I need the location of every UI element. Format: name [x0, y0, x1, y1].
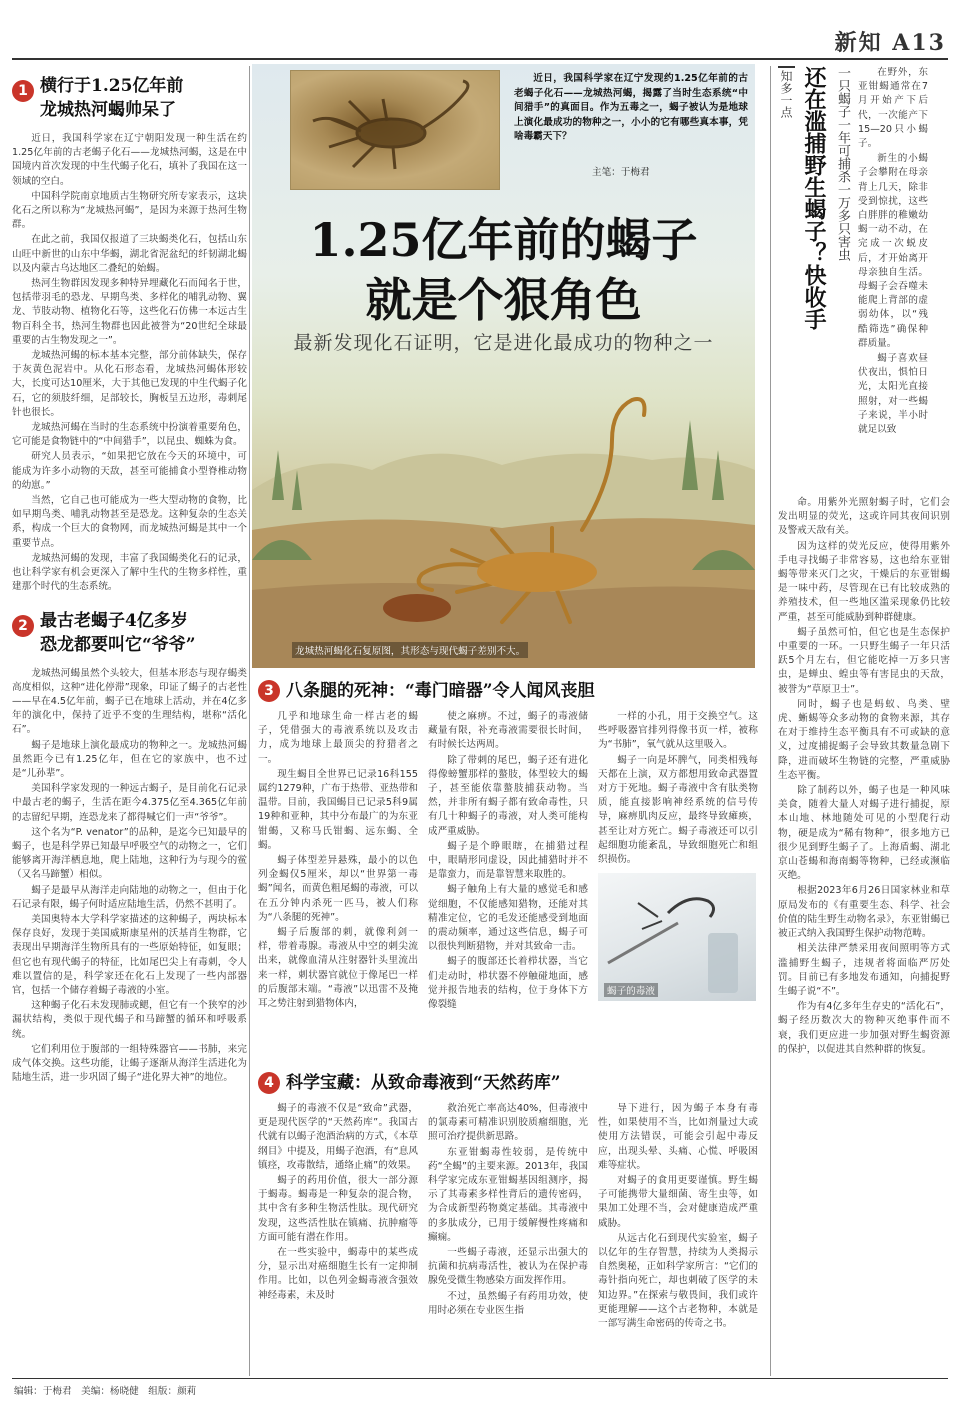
paragraph: 根据2023年6月26日国家林业和草原局发布的《有重要生态、科学、社会价值的陆生野生动物名录》，东亚钳蝎已被正式纳入我国野生保护动物范畴。	[778, 885, 950, 940]
paragraph: 在一些实验中，蝎毒中的某些成分，显示出对癌细胞生长有一定抑制作用。比如，以色列金蝎毒液含强效神经毒素，未及时	[258, 1247, 418, 1301]
paragraph: 蝎子的腹部还长着栉状器，当它们走动时，栉状器不停触碰地面，感觉并报告地表的结构，位于身体下方像裂缝	[428, 956, 588, 1011]
paragraph: 蝎子的药用价值，很大一部分源于蝎毒。蝎毒是一种复杂的混合物，其中含有多种生物活性肽。现代研究发现，这些活性肽在镇痛、抗肿瘤等方面可能有潜在作用。	[258, 1175, 418, 1243]
paragraph: 现生蝎目全世界已记录16科155属约1279种，广布于热带、亚热带和温带。目前，我国蝎目已记录5科9属19种和亚种，其中分布最广的为东亚钳蝎，又称马氏钳蝎、远东蝎、全蝎。	[258, 768, 418, 851]
paragraph: 同时，蝎子也是蚂蚁、鸟类、壁虎、蜥蜴等众多动物的食物来源，其存在对于维持生态平衡具有不可或缺的意义，过度捕捉蝎子会导致其数量急剧下降，进而破坏生物链的完整，严重威胁生态平衡。	[778, 698, 950, 781]
paragraph: 热河生物群因发现多种特异埋藏化石而闻名于世，包括带羽毛的恐龙、早期鸟类、多样化的哺乳动物、翼龙、节肢动物、植物化石等，这些化石仿佛一本远古生物百科全书，热河生物群也因此被誉为“20世纪全球最重要的古生物发现之一”。	[12, 278, 247, 346]
fossil-photo	[290, 70, 500, 190]
paragraph: 在野外，东亚钳蝎通常在7月开始产下后代，一次能产下15—20只小蝎子。	[858, 67, 928, 150]
paragraph: 命。用紫外光照射蝎子时，它们会发出明显的荧光，这或许同其夜间识别及警戒天敌有关。	[778, 497, 950, 537]
section-1-title: 横行于1.25亿年前 龙城热河蝎帅呆了	[40, 76, 184, 120]
paragraph: 龙城热河蝎的标本基本完整，部分前体缺失，保存于灰黄色泥岩中。从化石形态看，龙城热河蝎体形较大，长度可达10厘米，大于其他已发现的中生代蝎子化石，它的须肢纤细，足部较长，胸板呈五边形，毒刺尾针也很长。	[12, 350, 247, 418]
paragraph: 这种蝎子化石未发现肺或鳃，但它有一个狭窄的沙漏状结构，类似于现代蝎子和马蹄蟹的循环和呼吸系统。	[12, 1000, 247, 1040]
paragraph: 救治死亡率高达40%，但毒液中的氯毒素可精准识别胶质瘤细胞，光照可治疗提供新思路。	[428, 1103, 588, 1143]
paragraph: 除了制药以外，蝎子也是一种风味美食，随着大量人对蝎子进行捕捉，原本山地、林地随处可见的小型爬行动物，硬是成为“稀有物种”，很多地方已很少见到野生蝎子了。上海盾蝎、湖北京山苍蝎和海南蝎等物种，已经或濒临灭绝。	[778, 785, 950, 882]
paragraph: 一样的小孔，用于交换空气。这些呼吸器官排列得像书页一样，被称为“书肺”，氧气就从这里吸入。	[598, 711, 758, 751]
venom-photo	[598, 873, 756, 1001]
header-rule	[12, 58, 948, 60]
paragraph: 对蝎子的食用更要谨慎。野生蝎子可能携带大量细菌、寄生虫等，如果加工处理不当，会对健康造成严重威胁。	[598, 1175, 758, 1229]
paragraph: 导下进行，因为蝎子本身有毒性，如果使用不当，比如剂量过大或使用方法错误，可能会引起中毒反应，出现头晕、头痛、心慌、呼吸困难等症状。	[598, 1103, 758, 1171]
paragraph: 蝎子的毒液不仅是“致命”武器，更是现代医学的“天然药库”。我国古代就有以蝎子泡酒治病的方式，《本草纲目》中提及，用蝎子泡酒，有“息风镇痉，攻毒散结，通络止痛”的效果。	[258, 1103, 418, 1171]
section-4-col-1	[258, 1102, 418, 1402]
section-3	[258, 680, 758, 1090]
paragraph: 蝎子是最早从海洋走向陆地的动物之一，但由于化石记录有限，蝎子何时适应陆地生活，仍然不甚明了。	[12, 884, 247, 910]
section-1-body	[12, 132, 247, 595]
right-body-wide	[778, 496, 950, 1057]
paragraph: 不过，虽然蝎子有药用功效，使用时必须在专业医生指	[428, 1290, 588, 1316]
section-1-number: 1	[12, 80, 34, 102]
paragraph: 使之麻痹。不过，蝎子的毒液储藏量有限，补充毒液需要很长时间，有时候长达两周。	[428, 711, 588, 751]
paragraph: 美国奥特本大学科学家描述的这种蝎子，两块标本保存良好，发现于美国威斯康星州的沃基肖生物群，它表现出早期海洋生物所具有的一些原始特征，如复眼；但它也有现代蝎子的特征，比如尾巴尖上有毒刺，令人难以置信的是，科学家还在化石上发现了一些内部器官，包括一个储存着蝎子毒液的小室。	[12, 913, 247, 996]
section-3-col-2	[428, 710, 588, 1090]
hero-intro: 近日，我国科学家在辽宁发现约1.25亿年前的古老蝎子化石——龙城热河蝎，揭露了当时生态系统“中间猎手”的真面目。作为五毒之一，蝎子被认为是地球上演化最成功的物种之一，小小的它有哪些真本事，凭啥毒霸天下？	[514, 73, 748, 142]
scorpion-reconstruction-illustration	[252, 360, 755, 668]
section-3-header	[258, 680, 758, 702]
section-2-title: 最古老蝎子4亿多岁 恐龙都要叫它“爷爷”	[40, 610, 196, 655]
section-4-header	[258, 1072, 758, 1094]
paragraph: 蝎子后腹部的刺，就像利剑一样，带着毒腺。毒液从中空的刺尖流出来，就像血清从注射器针头里流出来一样，刺状器官就位于像尾巴一样的后腹部末端。“毒液”以迅雷不及掩耳之势注射到猎物体内，	[258, 927, 418, 1010]
hero-feature	[252, 64, 755, 668]
paragraph: 它们利用位于腹部的一组特殊器官——书肺，来完成气体交换。这些功能，让蝎子逐渐从海洋生活进化为陆地生活，进一步巩固了蝎子“进化界大神”的地位。	[12, 1043, 247, 1084]
paragraph: 美国科学家发现的一种远古蝎子，是目前化石记录中最古老的蝎子，生活在距今4.375亿至4.365亿年前的志留纪早期，连恐龙来了都得喊它们一声“爷爷”。	[12, 783, 247, 823]
page-footer: 编辑：于梅君 美编：杨晓健 组版：颜莉	[14, 1386, 197, 1397]
section-2-body	[12, 667, 247, 1086]
paragraph: 这个名为“P. venator”的品种，是迄今已知最早的蝎子，也是科学界已知最早呼吸空气的动物之一，它们能够离开海洋栖息地，爬上陆地，这种行为与现今的鲎（又名马蹄蟹）相似。	[12, 826, 247, 881]
paragraph: 研究人员表示，“如果把它放在今天的环境中，可能成为许多小动物的天敌，甚至可能捕食小型脊椎动物的幼崽。”	[12, 451, 247, 491]
paragraph: 蝎子一向是坏脾气，同类相残每天都在上演，双方都想用致命武器置对方于死地。蝎子毒液中含有肽类物质，能直接影响神经系统的信号传导，麻痹肌肉反应，最终导致瘫痪，甚至让对方死亡。蝎子毒液还可以引起细胞功能紊乱，导致细胞死亡和组织损伤。	[598, 754, 758, 866]
right-subtitle: 一只蝎子一年可捕杀一万多只害虫	[835, 66, 850, 261]
section-4-col-2	[428, 1102, 588, 1402]
paragraph: 因为这样的荧光反应，使得用紫外手电寻找蝎子非常容易，这也给东亚钳蝎等带来灭门之灾，干燥后的东亚钳蝎是一味中药，尽管现在已有比较成熟的养殖技术，但一些地区滥采现象仍比较严重，甚至可能威胁到种群健康。	[778, 540, 950, 623]
hero-caption: 龙城热河蝎化石复原图，其形态与现代蝎子差别不大。	[292, 642, 528, 658]
section-4-number: 4	[258, 1072, 280, 1094]
right-column	[778, 66, 950, 1376]
section-3-col-3	[598, 710, 758, 1090]
paragraph: 蝎子是地球上演化最成功的物种之一。龙城热河蝎虽然距今已有1.25亿年，但在它的家族中，也不过是“儿孙辈”。	[12, 739, 247, 779]
section-2-number: 2	[12, 615, 34, 637]
paragraph: 东亚钳蝎毒性较弱，是传统中药“全蝎”的主要来源。2013年，我国科学家完成东亚钳蝎基因组测序，揭示了其毒素多样性背后的遗传密码，为合成新型药物奠定基础。其毒液中的多肽成分，已用于缓解慢性疼痛和癫痫。	[428, 1146, 588, 1243]
zhiduo-label: 知多一点	[778, 66, 795, 162]
left-column	[12, 66, 247, 1376]
hero-byline: 主笔：于梅君	[592, 167, 650, 178]
hero-subtitle: 最新发现化石证明，它是进化最成功的物种之一	[293, 332, 714, 354]
paragraph: 从远古化石到现代实验室，蝎子以亿年的生存智慧，持续为人类揭示自然奥秘，正如科学家所言：“它们的毒针指向死亡，却也刺破了医学的未知边界。”在探索与敬畏间，我们或许更能理解——这个古老物种，本就是一部写满生命密码的传奇之书。	[598, 1232, 758, 1330]
paragraph: 蝎子体型差异悬殊，最小的以色列金蝎仅5厘米，却以“世界第一毒蝎”闻名，而黄色粗尾蝎的毒液，可以在五分钟内杀死一匹马，被人们称为“八条腿的死神”。	[258, 855, 418, 923]
footer-rule	[12, 1378, 948, 1379]
section-3-number: 3	[258, 680, 280, 702]
section-2-header	[12, 609, 247, 657]
paragraph: 除了带刺的尾巴，蝎子还有进化得像螃蟹那样的螯肢，体型较大的蝎子，甚至能依靠螯肢捕获动物。当然，并非所有蝎子都有致命毒性，只有几十种蝎子的毒液，对人类可能构成严重威胁。	[428, 754, 588, 837]
column-divider-left	[249, 66, 250, 1376]
paragraph: 在此之前，我国仅报道了三块蝎类化石，包括山东山旺中新世的山东中华蝎，湖北省泥盆纪的纤韧湖北蝎以及内蒙古乌达地区二叠纪的始蝎。	[12, 234, 247, 274]
column-divider-right	[770, 66, 771, 1376]
section-4	[258, 1072, 758, 1402]
paragraph: 新生的小蝎子会攀附在母亲背上几天，除非受到惊扰，这些白胖胖的稚嫩幼蝎一动不动，在完成一次蜕皮后，才开始离开母亲独自生活。母蝎子会吞噬未能爬上背部的虚弱幼体，以“残酷筛选”确保种群质量。	[858, 153, 928, 349]
venom-photo-caption: 蝎子的毒液	[604, 983, 658, 997]
paragraph: 当然，它自己也可能成为一些大型动物的食物，比如早期鸟类、哺乳动物甚至是恐龙。这种复杂的生态关系，构成一个巨大的食物网，而龙城热河蝎是其中一个重要节点。	[12, 495, 247, 549]
paragraph: 蝎子触角上有大量的感觉毛和感觉细胞，不仅能感知猎物，还能对其精准定位，它的毛发还能感受到地面的震动频率，通过这些信息，蝎子可以很快判断猎物，并对其致命一击。	[428, 884, 588, 953]
paragraph: 相关法律严禁采用夜间照明等方式滥捕野生蝎子，违规者将面临严厉处罚。目前已有多地发布通知，向捕捉野生蝎子说“不”。	[778, 943, 950, 997]
hero-title: 1.25亿年前的蝎子 就是个狠角色	[309, 213, 698, 327]
section-4-col-3	[598, 1102, 758, 1402]
right-body-narrow	[858, 66, 928, 496]
paragraph: 龙城热河蝎虽然个头较大，但基本形态与现存蝎类高度相似，这种“进化停滞”现象，印证了蝎子的古老性——早在4.5亿年前，蝎子已在地球上活动，并在4亿多年的演化中，保持了近乎不变的生理结构，堪称“活化石”。	[12, 667, 247, 736]
paragraph: 中国科学院南京地质古生物研究所专家表示，这块化石之所以称为“龙城热河蝎”，是因为来源于热河生物群。	[12, 190, 247, 231]
paragraph: 几乎和地球生命一样古老的蝎子，凭借强大的毒液系统以及攻击力，成为地球上最顶尖的狩猎者之一。	[258, 711, 418, 765]
paragraph: 作为有4亿多年生存史的“活化石”，蝎子经历数次大的物种灭绝事件而不衰，我们更应进一步加强对野生蝎资源的保护，以促进其自然种群的恢复。	[778, 1001, 950, 1055]
paragraph: 龙城热河蝎的发现，丰富了我国蝎类化石的记录，也让科学家有机会更深入了解中生代的生物多样性，重建那个时代的生态系统。	[12, 552, 247, 593]
paragraph: 一些蝎子毒液，还显示出强大的抗菌和抗病毒活性，被认为在保护毒腺免受微生物感染方面发挥作用。	[428, 1247, 588, 1287]
right-title: 还在滥捕野生蝎子？快收手	[801, 66, 827, 330]
paragraph: 蝎子喜欢昼伏夜出，惧怕日光，太阳光直接照射，对一些蝎子来说，半小时就足以致	[858, 353, 928, 436]
paragraph: 蝎子虽然可怕，但它也是生态保护中重要的一环。一只野生蝎子一年只活跃5个月左右，但它能吃掉一万多只害虫，是蝉虫、蝗虫等有害昆虫的天敌，被誉为“草原卫士”。	[778, 626, 950, 695]
paragraph: 近日，我国科学家在辽宁朝阳发现一种生活在约1.25亿年前的古老蝎子化石——龙城热河蝎，这是在中国境内首次发现的中生代蝎子化石，填补了我国在这一领域的空白。	[12, 133, 247, 187]
section-4-title: 科学宝藏：从致命毒液到“天然药库”	[286, 1073, 561, 1093]
section-1-header	[12, 74, 247, 122]
page-masthead: 新知 A13	[834, 30, 946, 56]
section-3-col-1	[258, 710, 418, 1090]
paragraph: 龙城热河蝎在当时的生态系统中扮演着重要角色，它可能是食物链中的“中间猎手”，以昆虫、蜘蛛为食。	[12, 422, 247, 448]
paragraph: 蝎子是个睁眼瞎，在捕猎过程中，眼睛形同虚设，因此捕猎时并不是靠蛮力，而是靠智慧来取胜的。	[428, 840, 588, 881]
section-3-title: 八条腿的死神：“毒门暗器”令人闻风丧胆	[286, 681, 595, 701]
